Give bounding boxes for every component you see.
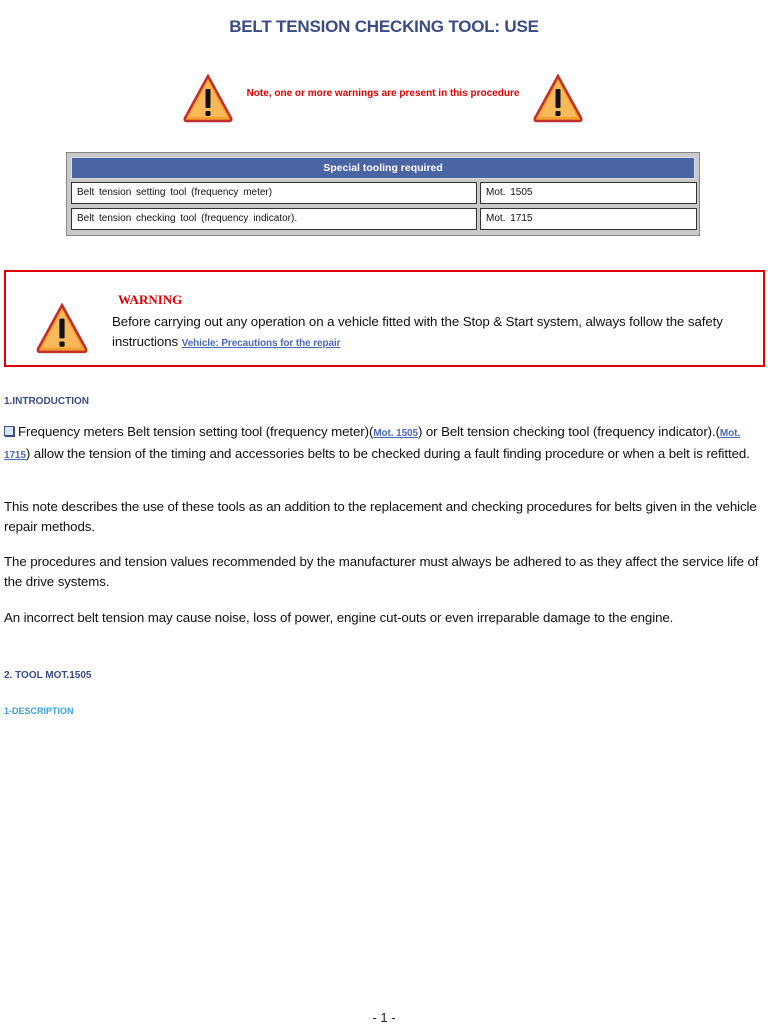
table-header: Special tooling required — [71, 157, 695, 179]
warnings-notice — [182, 72, 584, 124]
intro-paragraph-2: This note describes the use of these tools as an addition to the replacement and checking procedures for belts given in the vehicle repair methods. — [4, 499, 757, 534]
intro-paragraph-1 — [4, 422, 764, 466]
warning-triangle-icon — [532, 72, 584, 124]
warning-triangle-icon — [182, 72, 234, 124]
page-title: BELT TENSION CHECKING TOOL: USE — [229, 17, 539, 36]
warning-triangle-icon — [35, 301, 89, 355]
intro-text: ) allow the tension of the timing and accessories belts to be checked during a fault finding procedure or when a belt is refitted. — [25, 446, 750, 461]
warning-label: WARNING — [118, 292, 183, 307]
mot-1505-link[interactable]: Mot. 1505 — [373, 428, 418, 439]
tool-code-cell: Mot. 1505 — [480, 182, 697, 204]
section-heading-introduction: 1.INTRODUCTION — [4, 396, 89, 407]
precautions-link[interactable]: Vehicle: Precautions for the repair — [181, 338, 341, 349]
tool-name-cell: Belt tension checking tool (frequency indicator). — [71, 208, 477, 230]
tool-code-cell: Mot. 1715 — [480, 208, 697, 230]
safety-warning-box — [4, 270, 765, 367]
warning-text — [112, 312, 764, 354]
page-number: - 1 - — [372, 1010, 396, 1025]
subsection-heading-description: 1-DESCRIPTION — [4, 706, 74, 716]
checkbox-bullet-icon — [4, 426, 14, 436]
intro-text: Frequency meters Belt tension setting tool (frequency meter)( — [18, 424, 374, 439]
tool-name-cell: Belt tension setting tool (frequency meter) — [71, 182, 477, 204]
special-tooling-table — [66, 152, 700, 236]
section-heading-tool: 2. TOOL MOT.1505 — [4, 670, 92, 681]
mot-1715-link[interactable]: Mot. 1715 — [4, 428, 741, 461]
warning-body: Before carrying out any operation on a vehicle fitted with the Stop & Start system, always follow the safety instructions — [112, 314, 723, 349]
intro-text: ) or Belt tension checking tool (frequency indicator).( — [417, 424, 720, 439]
warnings-notice-text: Note, one or more warnings are present in this procedure — [246, 88, 520, 99]
intro-paragraph-3: The procedures and tension values recommended by the manufacturer must always be adhered to as they affect the service life of the drive systems. — [4, 554, 759, 589]
intro-paragraph-4: An incorrect belt tension may cause noise, loss of power, engine cut-outs or even irreparable damage to the engine. — [4, 610, 674, 625]
